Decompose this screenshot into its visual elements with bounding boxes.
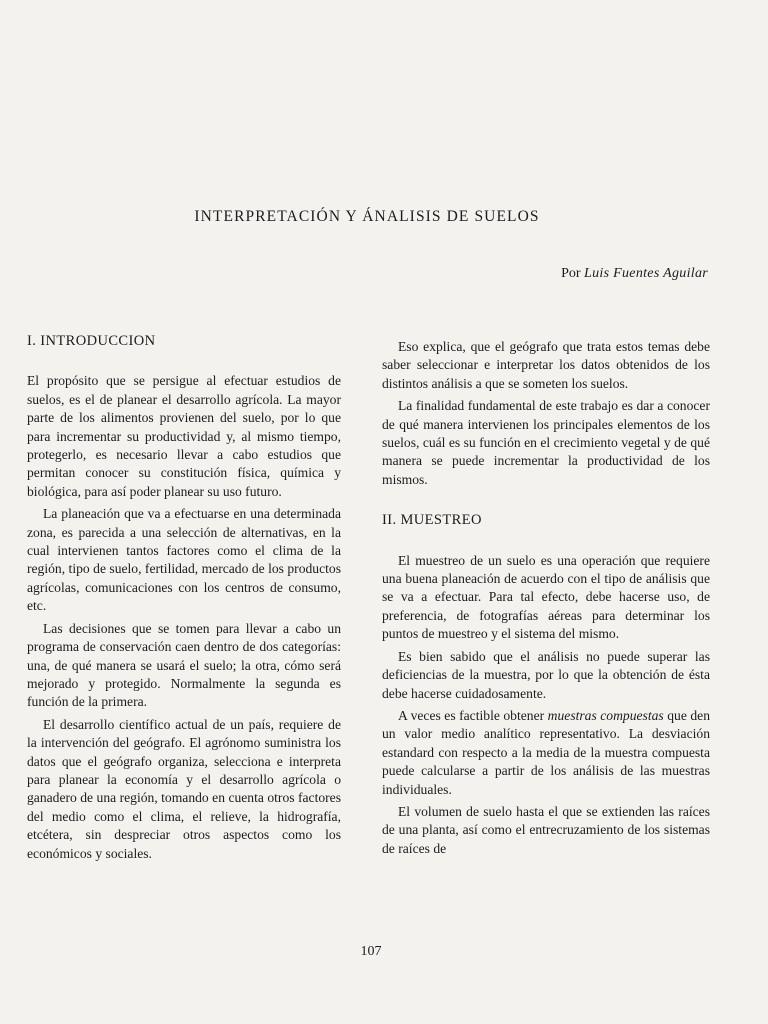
- text-run: A veces es factible obtener: [398, 707, 548, 723]
- article-title: INTERPRETACIÓN Y ÁNALISIS DE SUELOS: [194, 208, 540, 225]
- paragraph: El volumen de suelo hasta el que se extienden las raíces de una planta, así como el entrecruzamiento de los sistemas de raíces de: [382, 803, 710, 856]
- paragraph: Es bien sabido que el análisis no puede superar las deficiencias de la muestra, por lo que la obtención de ésta debe hacerse cuidadosamente.: [382, 648, 710, 701]
- paragraph: El desarrollo científico actual de un país, requiere de la intervención del geógrafo. El agrónomo suministra los datos que el geógrafo organiza, selecciona e interpreta para planear la economía y el desarrollo agrícola o ganadero de una región, tomando en cuenta otros factores del medio como el clima, el relieve, la hidrografía, etcétera, sin despreciar otros aspectos como los económicos y sociales.: [27, 716, 341, 861]
- byline-prefix: Por: [561, 266, 581, 281]
- paragraph: [382, 707, 710, 799]
- italic-term: muestras compuestas: [547, 707, 664, 723]
- right-column: [382, 338, 710, 862]
- section-heading-muestreo: II. MUESTREO: [382, 512, 482, 529]
- paragraph: El propósito que se persigue al efectuar estudios de suelos, es el de planear el desarrollo agrícola. La mayor parte de los alimentos provienen del suelo, por lo que para incrementar su productividad y, al mismo tiempo, protegerlo, es necesario llevar a cabo estudios que permitan conocer su constitución física, química y biológica, para así poder planear su uso futuro.: [27, 373, 341, 499]
- text-run: que den un valor medio analítico representativo. La desviación estandard con respecto a la media de la muestra compuesta puede calcularse a partir de los análisis de las muestras individuales.: [382, 707, 711, 797]
- paragraph: La planeación que va a efectuarse en una determinada zona, es parecida a una selección de alternativas, en la cual intervienen tantos factores como el clima de la región, tipo de suelo, fertilidad, mercado de los productos agrícolas, comunicaciones con los centros de consumo, etc.: [27, 506, 341, 614]
- page-number: 107: [360, 944, 382, 959]
- paragraph: El muestreo de un suelo es una operación que requiere una buena planeación de acuerdo con el tipo de análisis que se va a efectuar. Para tal efecto, debe hacerse uso, de preferencia, de fotografías aéreas para determinar los puntos de muestreo y el sistema del mismo.: [382, 552, 710, 642]
- author-name: Luis Fuentes Aguilar: [584, 266, 708, 281]
- left-column: [27, 332, 341, 867]
- paragraph: La finalidad fundamental de este trabajo es dar a conocer de qué manera intervienen los principales elementos de los suelos, cuál es su función en el crecimiento vegetal y de qué manera se puede incrementar la productividad de los mismos.: [382, 398, 710, 487]
- byline: [561, 266, 708, 282]
- section-heading-introduccion: I. INTRODUCCION: [27, 333, 156, 349]
- paragraph: Eso explica, que el geógrafo que trata estos temas debe saber seleccionar e interpretar los datos obtenidos de los distintos análisis a que se someten los suelos.: [382, 339, 710, 391]
- paragraph: Las decisiones que se tomen para llevar a cabo un programa de conservación caen dentro de dos categorías: una, de qué manera se usará el suelo; la otra, cómo será mejorado y protegido. Normalmente la segunda es función de la primera.: [27, 620, 341, 710]
